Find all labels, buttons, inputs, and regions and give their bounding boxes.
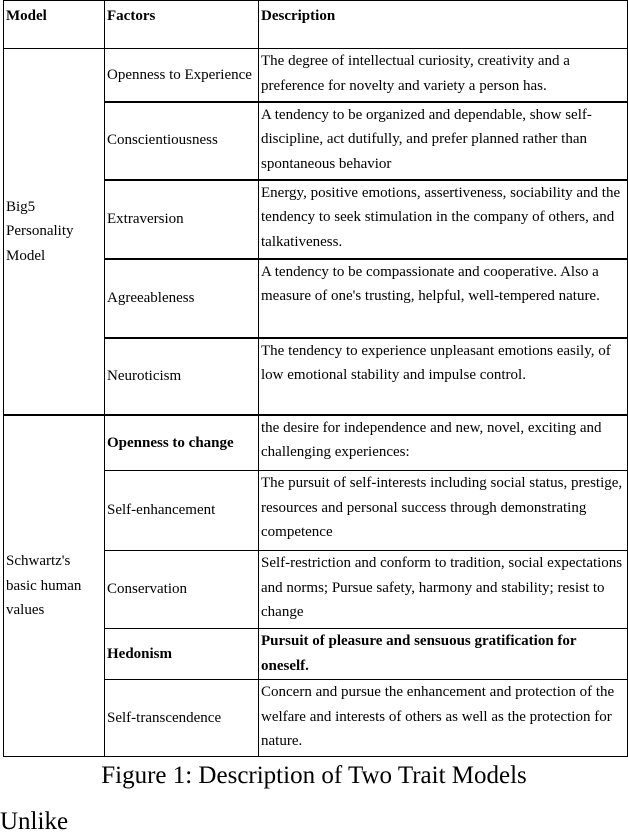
description-cell: Self-restriction and conform to tradition, social expectations and norms; Pursue safety, harmony and stability; resist to change	[259, 551, 628, 629]
factor-cell: Hedonism	[105, 629, 259, 680]
description-cell: The tendency to experience unpleasant emotions easily, of low emotional stability and impulse control.	[259, 338, 628, 415]
description-cell: The pursuit of self-interests including social status, prestige, resources and personal success through demonstrating competence	[259, 471, 628, 551]
factor-cell: Self-enhancement	[105, 471, 259, 551]
header-factors: Factors	[105, 1, 259, 49]
description-cell: Pursuit of pleasure and sensuous gratification for oneself.	[259, 629, 628, 680]
factor-cell: Neuroticism	[105, 338, 259, 415]
factor-cell: Conservation	[105, 551, 259, 629]
factor-cell: Openness to Experience	[105, 49, 259, 102]
description-cell: Concern and pursue the enhancement and protection of the welfare and interests of others as well as the protection for nature.	[259, 680, 628, 757]
trait-models-table	[3, 0, 628, 757]
description-cell: the desire for independence and new, novel, exciting and challenging experiences:	[259, 415, 628, 471]
model-cell: Schwartz's basic human values	[4, 415, 105, 757]
factor-cell: Openness to change	[105, 415, 259, 471]
description-cell: A tendency to be organized and dependable, show self-discipline, act dutifully, and prefer planned rather than spontaneous behavior	[259, 102, 628, 180]
header-description: Description	[259, 1, 628, 49]
model-cell: Big5 Personality Model	[4, 49, 105, 415]
description-cell: Energy, positive emotions, assertiveness, sociability and the tendency to seek stimulation in the company of others, and talkativeness.	[259, 180, 628, 259]
description-cell: A tendency to be compassionate and cooperative. Also a measure of one's trusting, helpful, well-tempered nature.	[259, 259, 628, 338]
table-header-row	[4, 1, 628, 49]
description-cell: The degree of intellectual curiosity, creativity and a preference for novelty and variety a person has.	[259, 49, 628, 102]
body-text-fragment: Unlike	[0, 808, 69, 835]
header-model: Model	[4, 1, 105, 49]
factor-cell: Extraversion	[105, 180, 259, 259]
table-row	[4, 49, 628, 102]
table-row	[4, 415, 628, 471]
factor-cell: Self-transcendence	[105, 680, 259, 757]
factor-cell: Agreeableness	[105, 259, 259, 338]
figure-caption: Figure 1: Description of Two Trait Models	[101, 762, 527, 789]
factor-cell: Conscientiousness	[105, 102, 259, 180]
